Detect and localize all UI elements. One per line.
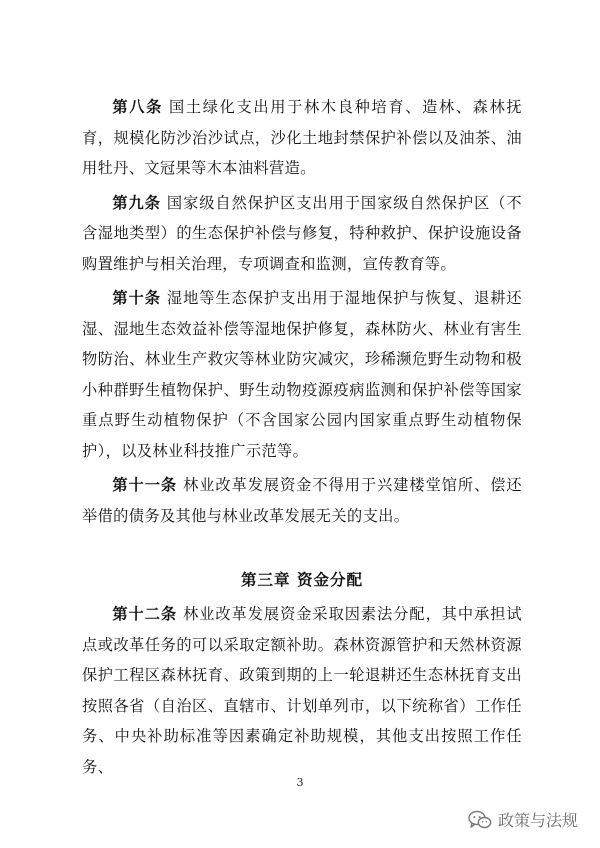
article-text: 国家级自然保护区支出用于国家级自然保护区（不含湿地类型）的生态保护补偿与修复，特种救护、保护设施设备购置维护与相关治理，专项调查和监测，宣传教育等。 [82, 193, 522, 273]
article-text: 国土绿化支出用于林木良种培育、造林、森林抚育，规模化防沙治沙试点，沙化土地封禁保护补偿以及油茶、油用牡丹、文冠果等木本油料营造。 [82, 98, 523, 177]
document-body [82, 92, 522, 782]
wechat-icon [468, 810, 492, 830]
article-label: 第十一条 [112, 476, 178, 494]
article-11 [82, 470, 522, 531]
page-number: 3 [296, 776, 304, 789]
article-10 [82, 283, 522, 466]
article-text: 林业改革发展资金采取因素法分配，其中承担试点或改革任务的可以采取定额补助。森林资源管护和天然林资源保护工程区森林抚育、政策到期的上一轮退耕还生态林抚育支出按照各省（自治区、直辖市、计划单列市，以下统称省）工作任务、中央补助标准等因素确定补助规模，其他支出按照工作任务、 [82, 605, 522, 776]
article-9 [82, 188, 522, 280]
article-text: 林业改革发展资金不得用于兴建楼堂馆所、偿还举借的债务及其他与林业改革发展无关的支出。 [82, 476, 522, 525]
watermark [468, 808, 578, 831]
article-text: 湿地等生态保护支出用于湿地保护与恢复、退耕还湿、湿地生态效益补偿等湿地保护修复，森林防火、林业有害生物防治、林业生产救灾等林业防灾减灾，珍稀濒危野生动物和极小种群野生植物保护、野生动物疫源疫病监测和保护补偿等国家重点野生动植物保护（不含国家公园内国家重点野生动植物保护），以及林业科技推广示范等。 [82, 289, 522, 460]
chapter-title: 第三章 资金分配 [241, 571, 363, 589]
article-label: 第十二条 [112, 605, 178, 623]
article-label: 第十条 [112, 289, 161, 307]
article-12 [82, 599, 522, 782]
article-label: 第八条 [112, 98, 164, 116]
article-label: 第九条 [112, 193, 161, 212]
article-8 [82, 92, 522, 184]
watermark-text: 政策与法规 [497, 811, 578, 830]
